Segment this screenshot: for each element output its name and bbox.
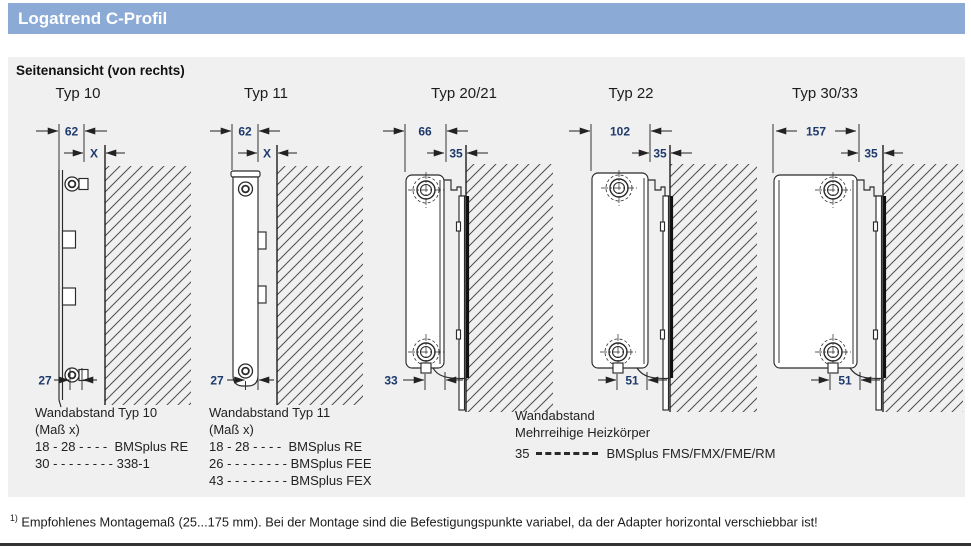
type-label-typ3033: Typ 30/33 [792,85,858,102]
dim-depth-typ10: 62 [64,124,79,139]
bracket-roll [65,177,79,191]
dim-bottom-typ11: 27 [210,373,224,388]
wall-hatch [277,166,363,405]
header-band [8,3,965,34]
footnote-marker: 1) [10,513,18,523]
legend-row: 43 - - - - - - - - BMSplus FEX [209,473,372,488]
panel-tab [258,286,266,303]
wall-bracket [648,180,670,196]
wall-hatch [105,166,191,405]
dim-wall-typ11: X [262,146,272,161]
type-label-typ11: Typ 11 [244,85,288,102]
dim-bottom-typ22: 51 [625,373,639,388]
footnote [10,513,938,529]
drain-block [828,363,838,373]
legend-label: BMSplus FMS/FMX/FME/RM [606,446,776,461]
bracket-block [79,370,88,381]
panel-heading: Seitenansicht (von rechts) [16,63,185,78]
drain-block [421,363,431,373]
panel-tab [258,232,266,249]
legend-title: Wandabstand Typ 11 [209,405,331,420]
rail-clip [874,330,878,339]
rail-clip [457,330,461,339]
legend-row: 26 - - - - - - - - BMSplus FEE [209,456,372,471]
legend-subtitle: (Maß x) [35,422,80,437]
wall-hatch [670,164,757,412]
legend-typ10 [35,404,188,472]
dim-bottom-typ2021: 33 [384,373,398,388]
dim-depth-typ2021: 66 [418,124,432,139]
dim-wall-typ2021: 35 [449,146,463,161]
bracket-block [79,179,88,190]
wall-hatch [466,164,553,412]
rail-clip [661,330,665,339]
dim-wall-typ22: 35 [653,146,667,161]
wall-bracket [857,180,883,196]
dim-depth-typ3033: 157 [805,124,827,139]
rail-clip [661,222,665,231]
diagram-typ10 [36,124,191,407]
wall-hatch [883,164,963,412]
legend-title: Wandabstand Typ 10 [35,405,158,420]
legend-typ11 [209,404,372,489]
legend-value: 35 [515,446,530,461]
bracket-roll [239,182,253,196]
legend-title: Wandabstand [515,408,595,423]
radiator-body [233,177,258,386]
rail-clip [874,222,878,231]
legend-row: 18 - 28 - - - - BMSplus RE [209,439,363,454]
legend-subtitle: Mehrreihige Heizkörper [515,425,651,440]
dim-bottom-typ10: 27 [38,373,52,388]
rail-clip [457,222,461,231]
dim-depth-typ11: 62 [238,124,252,139]
panel-tab [63,288,76,305]
diagram-typ22 [569,124,757,412]
page-title: Logatrend C-Profil [18,9,168,28]
legend-subtitle: (Maß x) [209,422,254,437]
panel-tab [63,231,76,248]
bracket-roll [239,364,253,378]
footnote-text: Empfohlenes Montagemaß (25...175 mm). Bei der Montage sind die Befestigungspunkte variabel, da der Adapter horizontal verschiebbar ist! [21,514,818,530]
dim-depth-typ22: 102 [609,124,631,139]
legend-row: 18 - 28 - - - - BMSplus RE [35,439,189,454]
legend-row: 30 - - - - - - - - 338-1 [35,456,150,471]
dim-wall-typ10: X [89,146,99,161]
dim-wall-typ3033: 35 [864,146,878,161]
dim-bottom-typ3033: 51 [838,373,852,388]
bottom-rule [0,543,971,546]
legend-row [515,445,775,462]
type-label-typ22: Typ 22 [608,85,654,102]
wall-bracket [444,180,466,196]
radiator-top-cap [231,171,260,177]
type-label-typ10: Typ 10 [55,85,101,102]
diagram-typ11 [210,124,363,405]
drain-block [613,363,623,373]
legend-multirow [515,407,775,462]
bold-dashed-leader [536,452,598,455]
type-label-typ2021: Typ 20/21 [431,85,497,102]
side-view-panel [8,57,965,497]
diagram-typ3033 [773,124,963,412]
diagram-typ2021 [383,124,553,412]
radiator-body [774,175,857,368]
